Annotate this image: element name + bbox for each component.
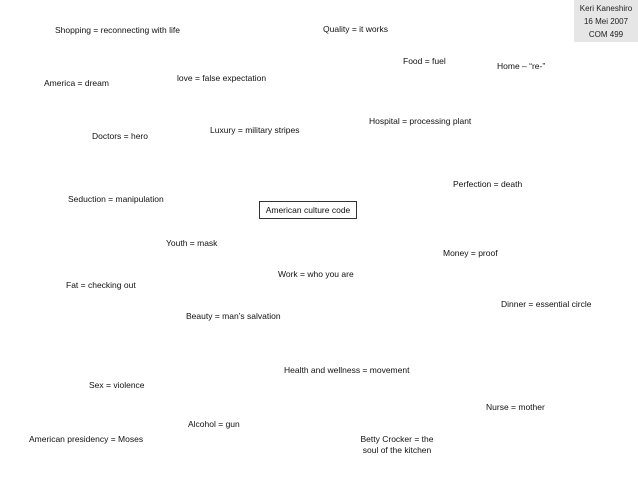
term-hospital: Hospital = processing plant [369, 116, 472, 126]
term-youth: Youth = mask [166, 238, 218, 248]
term-betty-crocker-line1: Betty Crocker = the [360, 434, 434, 444]
author-name: Keri Kaneshiro [579, 4, 633, 13]
term-beauty: Beauty = man’s salvation [186, 311, 281, 321]
term-love: love = false expectation [177, 73, 267, 83]
term-luxury: Luxury = military stripes [210, 125, 300, 135]
term-quality: Quality = it works [323, 24, 388, 34]
term-nurse: Nurse = mother [486, 402, 545, 412]
term-fat: Fat = checking out [66, 280, 136, 290]
term-home: Home – “re-” [497, 61, 546, 71]
term-health: Health and wellness = movement [284, 365, 410, 375]
term-dinner: Dinner = essential circle [501, 299, 592, 309]
term-doctors: Doctors = hero [92, 131, 148, 141]
term-sex: Sex = violence [89, 380, 145, 390]
term-perfection: Perfection = death [453, 179, 523, 189]
term-alcohol: Alcohol = gun [188, 419, 240, 429]
term-shopping: Shopping = reconnecting with life [55, 25, 180, 35]
central-concept-box: American culture code [259, 201, 357, 219]
course-code: COM 499 [588, 30, 624, 39]
presentation-date: 16 Mei 2007 [583, 17, 629, 26]
term-seduction: Seduction = manipulation [68, 194, 164, 204]
term-money: Money = proof [443, 248, 498, 258]
author-info-box [574, 0, 638, 42]
term-presidency: American presidency = Moses [29, 434, 144, 444]
term-america: America = dream [44, 78, 109, 88]
term-work: Work = who you are [278, 269, 354, 279]
term-betty-crocker [356, 434, 438, 456]
term-betty-crocker-line2: soul of the kitchen [362, 445, 432, 455]
term-food: Food = fuel [403, 56, 446, 66]
